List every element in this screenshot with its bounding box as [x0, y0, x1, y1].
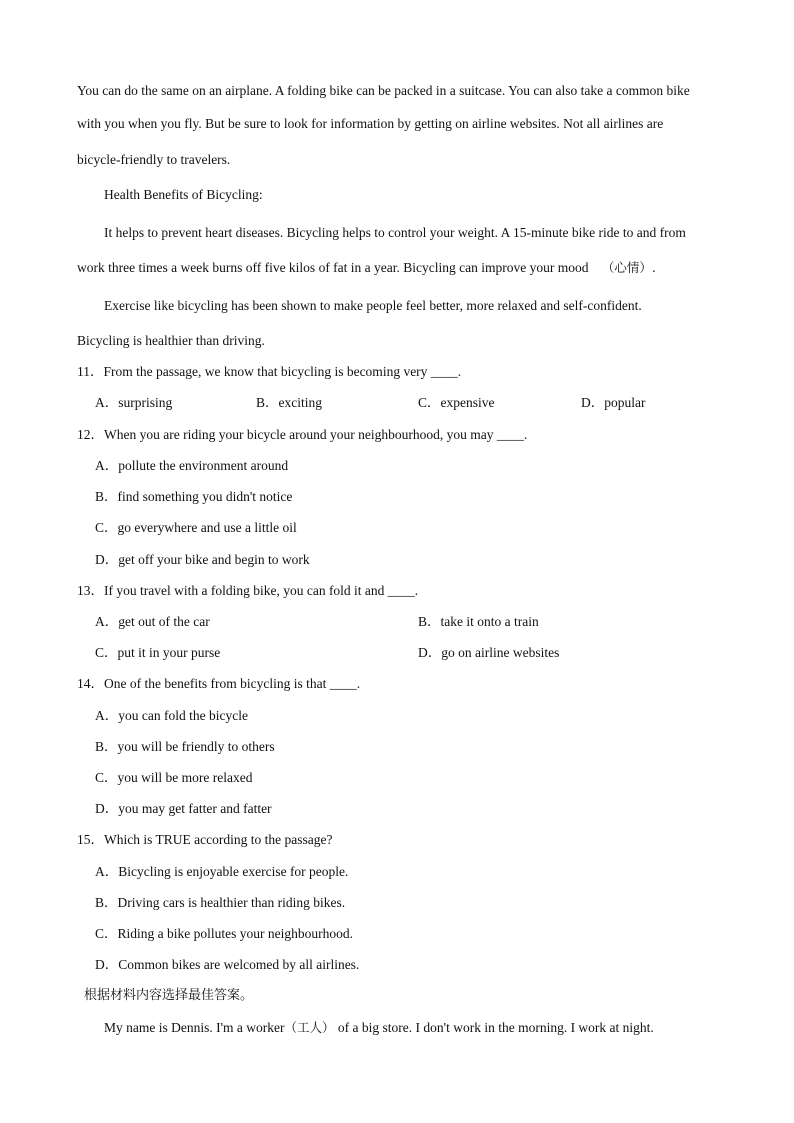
passage-line	[77, 259, 656, 277]
passage-text: My name is Dennis. I'm a worker	[104, 1020, 285, 1035]
option-a[interactable]: A．surprising	[95, 395, 173, 410]
option-b[interactable]: B．find something you didn't notice	[95, 489, 293, 504]
passage-text: of a big store. I don't work in the morning. I work at night.	[334, 1020, 654, 1035]
passage-line: Bicycling is healthier than driving.	[77, 333, 265, 348]
question-11-stem: 11．From the passage, we know that bicycling is becoming very ____.	[77, 364, 462, 379]
passage-line	[104, 1019, 654, 1037]
question-13-stem: 13．If you travel with a folding bike, you can fold it and ____.	[77, 583, 419, 598]
option-d[interactable]: D．go on airline websites	[418, 645, 560, 660]
option-b[interactable]: B．Driving cars is healthier than riding bikes.	[95, 895, 346, 910]
option-a[interactable]: A．Bicycling is enjoyable exercise for people.	[95, 864, 349, 879]
option-c[interactable]: C．you will be more relaxed	[95, 770, 253, 785]
option-c[interactable]: C．put it in your purse	[95, 645, 221, 660]
option-d[interactable]: D．get off your bike and begin to work	[95, 552, 310, 567]
section-heading: Health Benefits of Bicycling:	[104, 187, 263, 202]
passage-line: bicycle-friendly to travelers.	[77, 152, 231, 167]
question-14-stem: 14．One of the benefits from bicycling is that ____.	[77, 676, 361, 691]
option-a[interactable]: A．you can fold the bicycle	[95, 708, 248, 723]
cjk-annotation: （工人）	[284, 1020, 335, 1035]
cjk-annotation: （心情）.	[601, 260, 656, 275]
option-a[interactable]: A．get out of the car	[95, 614, 210, 629]
option-c[interactable]: C．expensive	[418, 395, 495, 410]
passage-line: It helps to prevent heart diseases. Bicycling helps to control your weight. A 15-minute bike ride to and from	[104, 225, 686, 240]
option-b[interactable]: B．exciting	[256, 395, 322, 410]
option-d[interactable]: D．popular	[581, 395, 646, 410]
option-c[interactable]: C．Riding a bike pollutes your neighbourhood.	[95, 926, 353, 941]
option-d[interactable]: D．Common bikes are welcomed by all airlines.	[95, 957, 360, 972]
passage-line: with you when you fly. But be sure to look for information by getting on airline websites. Not all airlines are	[77, 116, 664, 131]
option-b[interactable]: B．you will be friendly to others	[95, 739, 275, 754]
question-12-stem: 12．When you are riding your bicycle around your neighbourhood, you may ____.	[77, 427, 528, 442]
option-a[interactable]: A．pollute the environment around	[95, 458, 289, 473]
section-instruction: 根据材料内容选择最佳答案。	[84, 988, 254, 1003]
passage-line: You can do the same on an airplane. A folding bike can be packed in a suitcase. You can also take a common bike	[77, 83, 690, 98]
passage-text: work three times a week burns off five kilos of fat in a year. Bicycling can improve your mood	[77, 260, 589, 275]
option-b[interactable]: B．take it onto a train	[418, 614, 539, 629]
question-15-stem: 15．Which is TRUE according to the passage?	[77, 832, 333, 847]
option-d[interactable]: D．you may get fatter and fatter	[95, 801, 272, 816]
option-c[interactable]: C．go everywhere and use a little oil	[95, 520, 297, 535]
passage-line: Exercise like bicycling has been shown to make people feel better, more relaxed and self-confident.	[104, 298, 642, 313]
